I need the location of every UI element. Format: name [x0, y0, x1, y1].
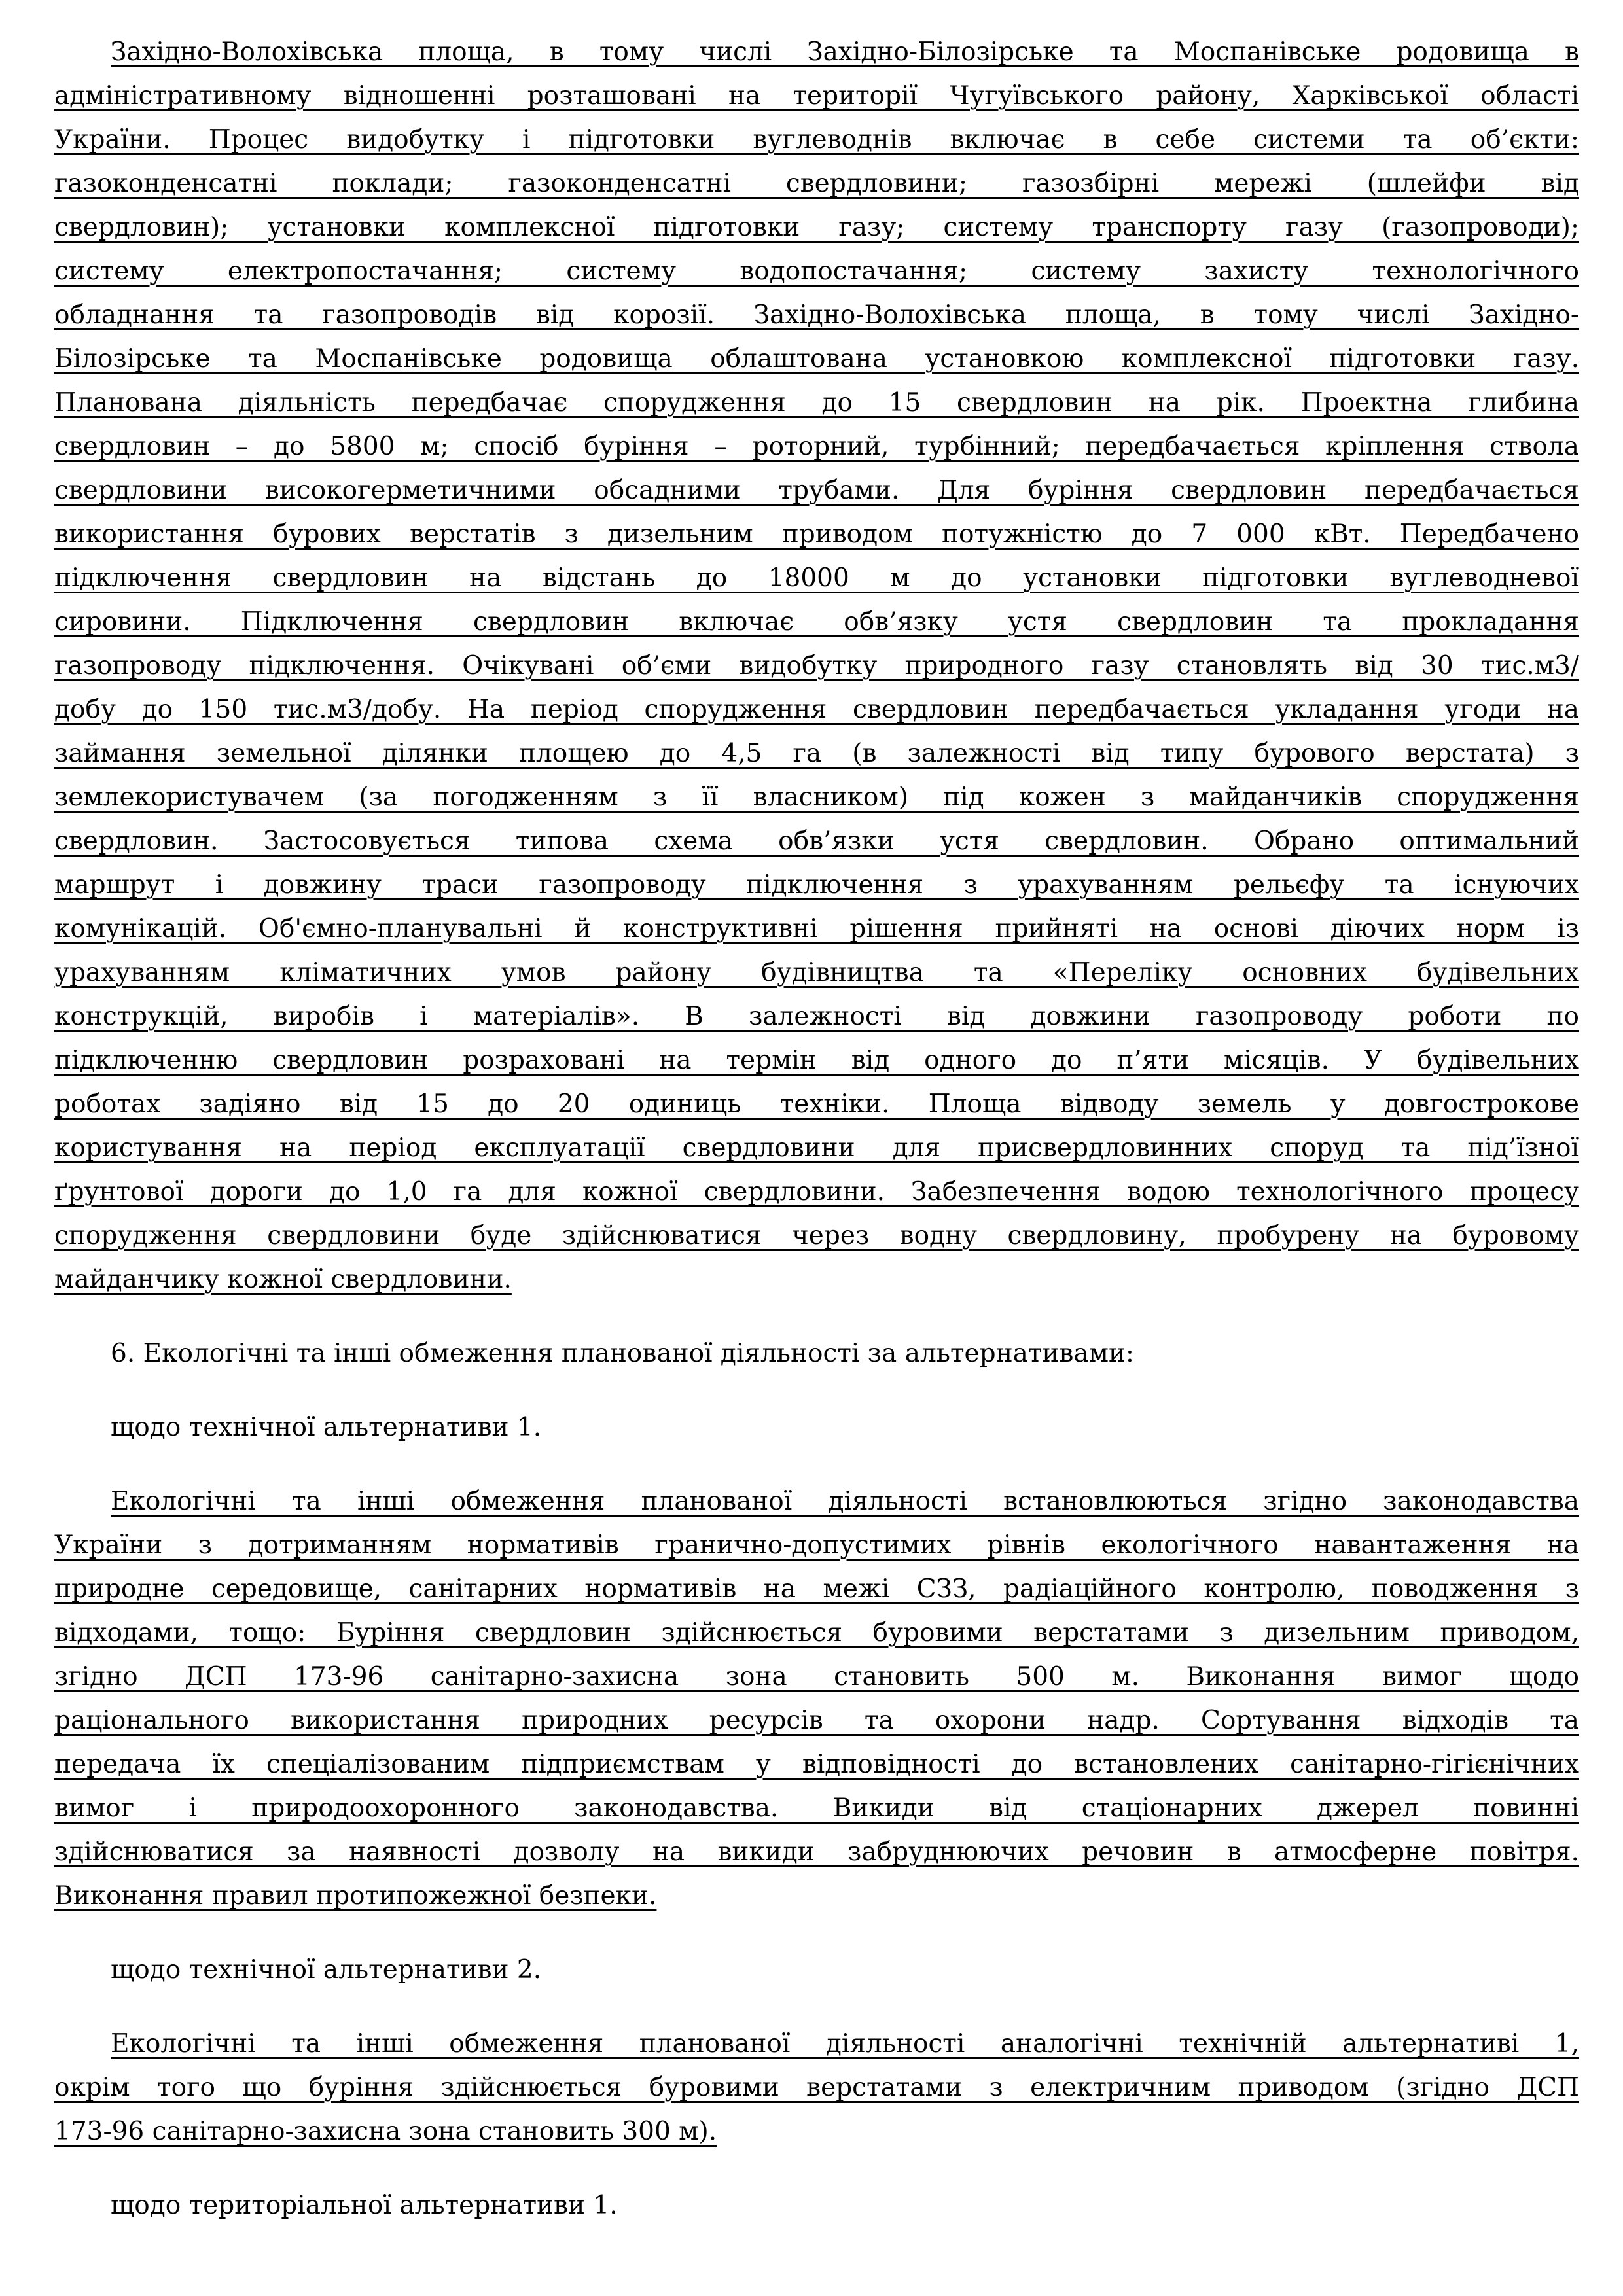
- text-line-content: комунікацій. Об'ємно-планувальні й конструктивні рішення прийняті на основі діючих норм із: [54, 914, 1579, 944]
- text-line: [54, 688, 1579, 732]
- subheading-text: щодо територіальної альтернативи 1.: [111, 2191, 618, 2220]
- text-line: [54, 337, 1579, 381]
- text-line: [54, 2066, 1579, 2110]
- text-line-content: відходами, тощо: Буріння свердловин здійснюється буровими верстатами з дизельним приводом,: [54, 1618, 1579, 1648]
- text-line-content: маршрут і довжину траси газопроводу підключення з урахуванням рельєфу та існуючих: [54, 870, 1579, 900]
- text-line-content: користування на період експлуатації свердловини для присвердловинних споруд та під’їзної: [54, 1133, 1579, 1163]
- text-line-content: землекористувачем (за погодженням з її власником) під кожен з майданчиків спорудження: [54, 783, 1579, 812]
- text-line-content: підключенню свердловин розраховані на термін від одного до п’яти місяців. У будівельних: [54, 1046, 1579, 1075]
- text-line: [54, 600, 1579, 644]
- text-line: [54, 951, 1579, 995]
- text-line: [54, 1786, 1579, 1830]
- subheading-territorial-alt-1: [54, 2183, 1579, 2227]
- text-line: [54, 468, 1579, 512]
- subheading-technical-alt-2: [54, 1948, 1579, 1992]
- text-line-content: згідно ДСП 173-96 санітарно-захисна зона становить 500 м. Виконання вимог щодо: [54, 1662, 1579, 1691]
- text-line: [54, 118, 1579, 162]
- text-line-content: України. Процес видобутку і підготовки вуглеводнів включає в себе системи та об’єкти:: [54, 125, 1579, 154]
- subheading-text: щодо технічної альтернативи 1.: [111, 1413, 542, 1442]
- text-line-content: Білозірське та Моспанівське родовища облаштована установкою комплексної підготовки газу.: [54, 344, 1579, 374]
- text-line: [54, 381, 1579, 425]
- subheading-text: щодо технічної альтернативи 2.: [111, 1955, 542, 1985]
- text-line: [54, 732, 1579, 775]
- text-line-content: займання земельної ділянки площею до 4,5 га (в залежності від типу бурового верстата) з: [54, 739, 1579, 768]
- text-line: [54, 512, 1579, 556]
- text-line: [54, 425, 1579, 468]
- section-heading-text: 6. Екологічні та інші обмеження планованої діяльності за альтернативами:: [111, 1339, 1135, 1368]
- text-line-content: урахуванням кліматичних умов району будівництва та «Переліку основних будівельних: [54, 958, 1579, 987]
- text-line: [54, 2022, 1579, 2066]
- text-line: [54, 1479, 1579, 1523]
- text-line: [54, 1699, 1579, 1742]
- text-line-content: систему електропостачання; систему водопостачання; систему захисту технологічного: [54, 256, 1579, 286]
- text-line-content: ґрунтової дороги до 1,0 га для кожної свердловини. Забезпечення водою технологічного процесу: [54, 1177, 1579, 1207]
- paragraph-project-description: [54, 30, 1579, 1301]
- text-line: [54, 556, 1579, 600]
- text-line-content: вимог і природоохоронного законодавства. Викиди від стаціонарних джерел повинні: [54, 1793, 1579, 1823]
- paragraph-technical-alt-1: [54, 1479, 1579, 1918]
- text-line-content: здійснюватися за наявності дозволу на викиди забруднюючих речовин в атмосферне повітря.: [54, 1837, 1579, 1867]
- text-line: [54, 74, 1579, 118]
- text-line: [54, 205, 1579, 249]
- text-line-content: добу до 150 тис.м3/добу. На період спорудження свердловин передбачається укладання угоди на: [54, 695, 1579, 724]
- text-line-content: обладнання та газопроводів від корозії. Західно-Волохівська площа, в тому числі Західно-: [54, 300, 1579, 330]
- text-line: [54, 644, 1579, 688]
- text-line-content: Екологічні та інші обмеження планованої діяльності встановлюються згідно законодавства: [111, 1487, 1579, 1516]
- text-line-content: конструкцій, виробів і матеріалів». В залежності від довжини газопроводу роботи по: [54, 1002, 1579, 1031]
- text-line-content: 173-96 санітарно-захисна зона становить 300 м).: [54, 2117, 717, 2146]
- text-line: [54, 1214, 1579, 1258]
- text-line: [54, 863, 1579, 907]
- document-page: [54, 30, 1579, 2257]
- text-line-content: майданчику кожної свердловини.: [54, 1265, 512, 1294]
- text-line: [54, 1742, 1579, 1786]
- section-heading: [54, 1332, 1579, 1375]
- text-line-content: спорудження свердловини буде здійснюватися через водну свердловину, пробурену на буровому: [54, 1221, 1579, 1250]
- text-line-content: Екологічні та інші обмеження планованої діяльності аналогічні технічній альтернативі 1,: [111, 2029, 1579, 2058]
- text-line-content: окрім того що буріння здійснюється буровими верстатами з електричним приводом (згідно ДСП: [54, 2073, 1579, 2102]
- text-line-content: газоконденсатні поклади; газоконденсатні свердловини; газозбірні мережі (шлейфи від: [54, 169, 1579, 198]
- text-line-content: Планована діяльність передбачає спорудження до 15 свердловин на рік. Проектна глибина: [54, 388, 1579, 417]
- text-line-content: газопроводу підключення. Очікувані об’єми видобутку природного газу становлять від 30 тис.м3/: [54, 651, 1579, 680]
- subheading: [54, 2183, 1579, 2227]
- paragraph-technical-alt-2: [54, 2022, 1579, 2153]
- text-line: [54, 1038, 1579, 1082]
- text-line-content: використання бурових верстатів з дизельним приводом потужністю до 7 000 кВт. Передбачено: [54, 520, 1579, 549]
- text-line: [54, 1874, 1579, 1918]
- text-line: [54, 1082, 1579, 1126]
- text-line-content: свердловин – до 5800 м; спосіб буріння – роторний, турбінний; передбачається кріплення ствола: [54, 432, 1579, 461]
- text-line-content: Виконання правил протипожежної безпеки.: [54, 1881, 657, 1911]
- text-line: [54, 1567, 1579, 1611]
- section-heading-6: [54, 1332, 1579, 1375]
- subheading: [54, 1948, 1579, 1992]
- text-line-content: Західно-Волохівська площа, в тому числі Західно-Білозірське та Моспанівське родовища в: [111, 37, 1579, 67]
- text-line-content: свердловин); установки комплексної підготовки газу; систему транспорту газу (газопроводи);: [54, 213, 1579, 242]
- text-line-content: свердловини високогерметичними обсадними трубами. Для буріння свердловин передбачається: [54, 476, 1579, 505]
- text-line: [54, 1523, 1579, 1567]
- text-line-content: свердловин. Застосовується типова схема обв’язки устя свердловин. Обрано оптимальний: [54, 826, 1579, 856]
- text-line-content: підключення свердловин на відстань до 18000 м до установки підготовки вуглеводневої: [54, 563, 1579, 593]
- subheading-technical-alt-1: [54, 1405, 1579, 1449]
- text-line: [54, 30, 1579, 74]
- text-line: [54, 1258, 1579, 1301]
- text-line: [54, 2110, 1579, 2153]
- text-line: [54, 907, 1579, 951]
- text-line-content: адміністративному відношенні розташовані на території Чугуївського району, Харківської області: [54, 81, 1579, 111]
- text-line: [54, 1830, 1579, 1874]
- text-line: [54, 819, 1579, 863]
- text-line: [54, 249, 1579, 293]
- text-line: [54, 775, 1579, 819]
- text-line: [54, 1611, 1579, 1655]
- text-line-content: України з дотриманням нормативів гранично-допустимих рівнів екологічного навантаження на: [54, 1530, 1579, 1560]
- text-line: [54, 293, 1579, 337]
- text-line: [54, 1655, 1579, 1699]
- text-line: [54, 1170, 1579, 1214]
- text-line-content: раціонального використання природних ресурсів та охорони надр. Сортування відходів та: [54, 1706, 1579, 1735]
- text-line: [54, 1126, 1579, 1170]
- subheading: [54, 1405, 1579, 1449]
- text-line: [54, 995, 1579, 1038]
- text-line: [54, 162, 1579, 205]
- text-line-content: сировини. Підключення свердловин включає обв’язку устя свердловин та прокладання: [54, 607, 1579, 637]
- text-line-content: природне середовище, санітарних нормативів на межі СЗЗ, радіаційного контролю, поводження з: [54, 1574, 1579, 1604]
- text-line-content: передача їх спеціалізованим підприємствам у відповідності до встановлених санітарно-гігієнічних: [54, 1750, 1579, 1779]
- text-line-content: роботах задіяно від 15 до 20 одиниць техніки. Площа відводу земель у довгострокове: [54, 1089, 1579, 1119]
